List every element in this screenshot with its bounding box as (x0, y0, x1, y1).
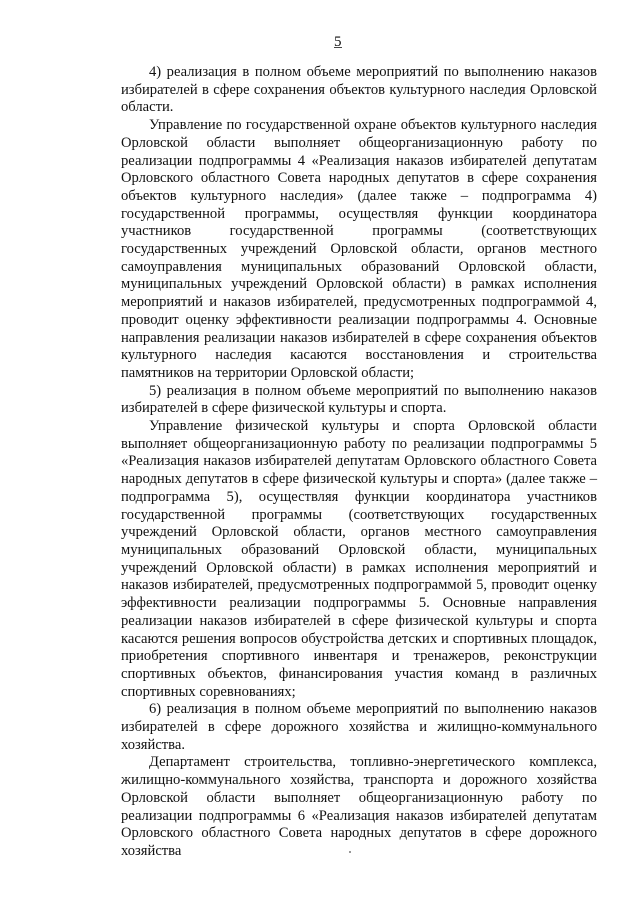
paragraph-item-5: 5) реализация в полном объеме мероприятий по выполнению наказов избирателей в сфере физической культуры и спорта. (121, 382, 597, 417)
paragraph-construction-department: Департамент строительства, топливно-энергетического комплекса, жилищно-коммунального хозяйства, транспорта и дорожного хозяйства Орловской области выполняет общеорганизационную работу по реализации подпрограммы 6 «Реализация наказов избирателей депутатам Орловского областного Совета народных депутатов в сфере дорожного хозяйства (121, 754, 597, 859)
paragraph-item-6: 6) реализация в полном объеме мероприятий по выполнению наказов избирателей в сфере дорожного хозяйства и жилищно-коммунального хозяйства. (121, 701, 597, 753)
paragraph-sports-department: Управление физической культуры и спорта Орловской области выполняет общеорганизационную работу по реализации подпрограммы 5 «Реализация наказов избирателей депутатам Орловского областного Совета народных депутатов в сфере физической культуры и спорта» (далее также – подпрограмма 5), осуществляя функции координатора участников государственной программы (соответствующих государственных учреждений Орловской области, органов местного самоуправления муниципальных образований Орловской области, муниципальных учреждений Орловской области) в рамках исполнения мероприятий и наказов избирателей, предусмотренных подпрограммой 5, проводит оценку эффективности реализации подпрограммы 5. Основные направления реализации наказов избирателей в сфере физической культуры и спорта касаются решения вопросов обустройства детских и спортивных площадок, приобретения спортивного инвентаря и тренажеров, реконструкции спортивных объектов, финансирования участия команд в различных спортивных соревнованиях; (121, 418, 597, 700)
document-body (121, 64, 597, 861)
document-page (121, 38, 597, 861)
page-number: 5 (334, 34, 342, 50)
scan-speck (349, 851, 351, 853)
paragraph-heritage-department: Управление по государственной охране объектов культурного наследия Орловской области выполняет общеорганизационную работу по реализации подпрограммы 4 «Реализация наказов избирателей депутатам Орловского областного Совета народных депутатов в сфере сохранения объектов культурного наследия» (далее также – подпрограмма 4) государственной программы, осуществляя функции координатора участников государственной программы (соответствующих государственных учреждений Орловской области, органов местного самоуправления муниципальных образований Орловской области, муниципальных учреждений Орловской области) в рамках исполнения мероприятий и наказов избирателей, предусмотренных подпрограммой 4, проводит оценку эффективности реализации подпрограммы 4. Основные направления реализации наказов избирателей в сфере сохранения объектов культурного наследия касаются восстановления и строительства памятников на территории Орловской области; (121, 117, 597, 381)
paragraph-item-4: 4) реализация в полном объеме мероприятий по выполнению наказов избирателей в сфере сохранения объектов культурного наследия Орловской области. (121, 64, 597, 116)
